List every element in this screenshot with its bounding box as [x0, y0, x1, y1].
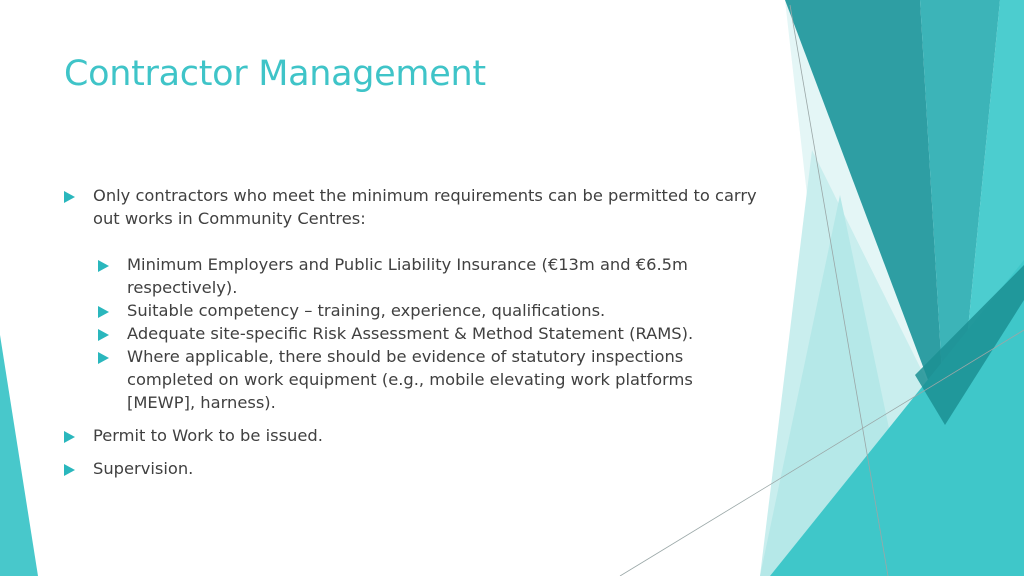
decor-left-accent: [0, 335, 38, 576]
bullet-arrow-icon: [64, 464, 75, 476]
sub-bullet-list: [98, 253, 764, 414]
slide-content: [64, 184, 764, 490]
bullet-item: [64, 457, 764, 480]
sub-bullet-item: [98, 345, 764, 414]
slide-title: Contractor Management: [64, 54, 486, 94]
bullet-arrow-icon: [98, 260, 109, 272]
sub-bullet-text: Adequate site-specific Risk Assessment & Method Statement (RAMS).: [127, 324, 694, 343]
bullet-arrow-icon: [98, 306, 109, 318]
sub-bullet-text: Minimum Employers and Public Liability Insurance (€13m and €6.5m respectively).: [127, 255, 688, 297]
sub-bullet-item: [98, 253, 764, 299]
bullet-arrow-icon: [64, 431, 75, 443]
bullet-arrow-icon: [98, 329, 109, 341]
sub-bullet-text: Suitable competency – training, experience, qualifications.: [127, 301, 606, 320]
sub-bullet-item: [98, 322, 764, 345]
sub-bullet-item: [98, 299, 764, 322]
bullet-item: [64, 424, 764, 447]
bullet-text: Supervision.: [93, 459, 194, 478]
bullet-text: Only contractors who meet the minimum requirements can be permitted to carry out works in Community Centres:: [93, 186, 757, 228]
bullet-arrow-icon: [98, 352, 109, 364]
bullet-arrow-icon: [64, 191, 75, 203]
bullet-item: [64, 184, 764, 230]
sub-bullet-text: Where applicable, there should be evidence of statutory inspections completed on work equipment (e.g., mobile elevating work platforms [MEWP], harness).: [127, 347, 693, 412]
bullet-text: Permit to Work to be issued.: [93, 426, 323, 445]
